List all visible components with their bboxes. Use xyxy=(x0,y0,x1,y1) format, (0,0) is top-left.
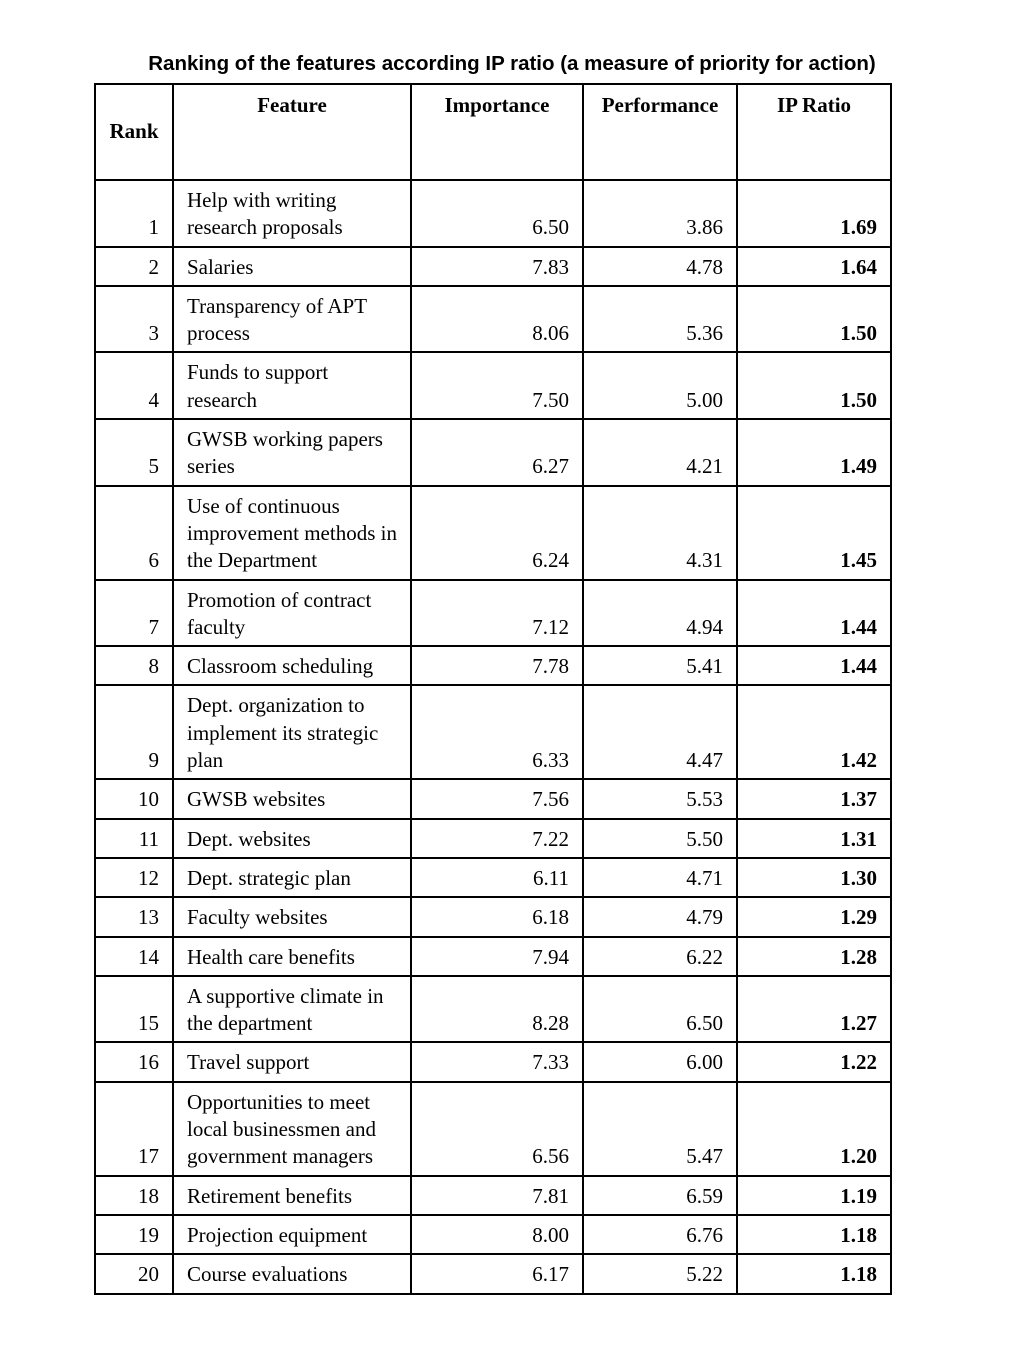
table-row xyxy=(95,1254,891,1293)
cell-importance: 6.24 xyxy=(411,486,583,580)
cell-importance: 6.27 xyxy=(411,419,583,486)
table-row xyxy=(95,897,891,936)
cell-feature: Salaries xyxy=(173,247,411,286)
column-header-ip-ratio: IP Ratio xyxy=(737,84,891,180)
cell-feature: Travel support xyxy=(173,1042,411,1081)
cell-performance: 4.21 xyxy=(583,419,737,486)
cell-performance: 5.00 xyxy=(583,352,737,419)
table-row xyxy=(95,486,891,580)
table-row xyxy=(95,1215,891,1254)
cell-performance: 5.41 xyxy=(583,646,737,685)
cell-ip-ratio: 1.44 xyxy=(737,646,891,685)
cell-feature: Transparency of APT process xyxy=(173,286,411,353)
cell-importance: 7.33 xyxy=(411,1042,583,1081)
cell-rank: 7 xyxy=(95,580,173,647)
table-row xyxy=(95,1042,891,1081)
cell-rank: 9 xyxy=(95,685,173,779)
cell-performance: 4.94 xyxy=(583,580,737,647)
cell-ip-ratio: 1.31 xyxy=(737,819,891,858)
table-row xyxy=(95,286,891,353)
cell-rank: 6 xyxy=(95,486,173,580)
cell-ip-ratio: 1.37 xyxy=(737,779,891,818)
cell-feature: Dept. websites xyxy=(173,819,411,858)
cell-performance: 5.36 xyxy=(583,286,737,353)
cell-feature: Promotion of contract faculty xyxy=(173,580,411,647)
cell-rank: 11 xyxy=(95,819,173,858)
cell-ip-ratio: 1.27 xyxy=(737,976,891,1043)
column-header-rank: Rank xyxy=(95,84,173,180)
cell-importance: 7.81 xyxy=(411,1176,583,1215)
cell-importance: 6.56 xyxy=(411,1082,583,1176)
cell-feature: Use of continuous improvement methods in the Department xyxy=(173,486,411,580)
cell-performance: 5.50 xyxy=(583,819,737,858)
table-row xyxy=(95,685,891,779)
page-title: Ranking of the features according IP ratio (a measure of priority for action) xyxy=(148,52,876,75)
table-row xyxy=(95,1176,891,1215)
cell-performance: 4.47 xyxy=(583,685,737,779)
cell-rank: 19 xyxy=(95,1215,173,1254)
cell-feature: Health care benefits xyxy=(173,937,411,976)
table-row xyxy=(95,937,891,976)
cell-ip-ratio: 1.44 xyxy=(737,580,891,647)
table-row xyxy=(95,247,891,286)
cell-importance: 6.17 xyxy=(411,1254,583,1293)
cell-performance: 6.00 xyxy=(583,1042,737,1081)
cell-feature: Dept. organization to implement its strategic plan xyxy=(173,685,411,779)
cell-feature: Opportunities to meet local businessmen and government managers xyxy=(173,1082,411,1176)
cell-ip-ratio: 1.30 xyxy=(737,858,891,897)
cell-feature: Funds to support research xyxy=(173,352,411,419)
cell-ip-ratio: 1.45 xyxy=(737,486,891,580)
cell-performance: 3.86 xyxy=(583,180,737,247)
cell-ip-ratio: 1.29 xyxy=(737,897,891,936)
cell-rank: 10 xyxy=(95,779,173,818)
cell-ip-ratio: 1.49 xyxy=(737,419,891,486)
cell-importance: 7.83 xyxy=(411,247,583,286)
cell-feature: Dept. strategic plan xyxy=(173,858,411,897)
cell-ip-ratio: 1.18 xyxy=(737,1215,891,1254)
table-row xyxy=(95,580,891,647)
cell-feature: Projection equipment xyxy=(173,1215,411,1254)
cell-importance: 8.00 xyxy=(411,1215,583,1254)
table-header-row xyxy=(95,84,891,180)
cell-rank: 18 xyxy=(95,1176,173,1215)
table-row xyxy=(95,976,891,1043)
cell-performance: 6.59 xyxy=(583,1176,737,1215)
table-row xyxy=(95,1082,891,1176)
cell-ip-ratio: 1.50 xyxy=(737,352,891,419)
cell-rank: 14 xyxy=(95,937,173,976)
cell-ip-ratio: 1.69 xyxy=(737,180,891,247)
table-row xyxy=(95,819,891,858)
cell-performance: 5.22 xyxy=(583,1254,737,1293)
cell-feature: GWSB working papers series xyxy=(173,419,411,486)
cell-rank: 13 xyxy=(95,897,173,936)
cell-performance: 6.22 xyxy=(583,937,737,976)
cell-rank: 3 xyxy=(95,286,173,353)
table-row xyxy=(95,858,891,897)
cell-performance: 6.76 xyxy=(583,1215,737,1254)
cell-ip-ratio: 1.50 xyxy=(737,286,891,353)
cell-performance: 5.53 xyxy=(583,779,737,818)
cell-importance: 6.11 xyxy=(411,858,583,897)
cell-feature: GWSB websites xyxy=(173,779,411,818)
cell-importance: 7.78 xyxy=(411,646,583,685)
cell-performance: 4.79 xyxy=(583,897,737,936)
table-row xyxy=(95,779,891,818)
cell-ip-ratio: 1.18 xyxy=(737,1254,891,1293)
cell-rank: 17 xyxy=(95,1082,173,1176)
cell-importance: 7.94 xyxy=(411,937,583,976)
cell-rank: 15 xyxy=(95,976,173,1043)
cell-rank: 16 xyxy=(95,1042,173,1081)
cell-rank: 5 xyxy=(95,419,173,486)
table-row xyxy=(95,352,891,419)
cell-importance: 8.28 xyxy=(411,976,583,1043)
cell-feature: Faculty websites xyxy=(173,897,411,936)
cell-rank: 4 xyxy=(95,352,173,419)
column-header-importance: Importance xyxy=(411,84,583,180)
cell-importance: 6.18 xyxy=(411,897,583,936)
cell-feature: Classroom scheduling xyxy=(173,646,411,685)
cell-ip-ratio: 1.19 xyxy=(737,1176,891,1215)
cell-rank: 8 xyxy=(95,646,173,685)
cell-performance: 4.71 xyxy=(583,858,737,897)
table-row xyxy=(95,419,891,486)
cell-ip-ratio: 1.20 xyxy=(737,1082,891,1176)
cell-feature: Retirement benefits xyxy=(173,1176,411,1215)
cell-importance: 7.22 xyxy=(411,819,583,858)
cell-rank: 1 xyxy=(95,180,173,247)
cell-ip-ratio: 1.64 xyxy=(737,247,891,286)
cell-rank: 2 xyxy=(95,247,173,286)
cell-feature: Course evaluations xyxy=(173,1254,411,1293)
cell-ip-ratio: 1.28 xyxy=(737,937,891,976)
cell-ip-ratio: 1.22 xyxy=(737,1042,891,1081)
cell-ip-ratio: 1.42 xyxy=(737,685,891,779)
cell-performance: 4.31 xyxy=(583,486,737,580)
column-header-feature: Feature xyxy=(173,84,411,180)
cell-importance: 8.06 xyxy=(411,286,583,353)
cell-importance: 6.33 xyxy=(411,685,583,779)
table-row xyxy=(95,180,891,247)
cell-feature: A supportive climate in the department xyxy=(173,976,411,1043)
table-body xyxy=(95,180,891,1294)
table-row xyxy=(95,646,891,685)
column-header-performance: Performance xyxy=(583,84,737,180)
cell-performance: 5.47 xyxy=(583,1082,737,1176)
cell-importance: 6.50 xyxy=(411,180,583,247)
cell-performance: 6.50 xyxy=(583,976,737,1043)
cell-importance: 7.12 xyxy=(411,580,583,647)
cell-rank: 12 xyxy=(95,858,173,897)
cell-importance: 7.50 xyxy=(411,352,583,419)
ip-ratio-table xyxy=(94,83,892,1295)
cell-rank: 20 xyxy=(95,1254,173,1293)
cell-performance: 4.78 xyxy=(583,247,737,286)
cell-feature: Help with writing research proposals xyxy=(173,180,411,247)
cell-importance: 7.56 xyxy=(411,779,583,818)
